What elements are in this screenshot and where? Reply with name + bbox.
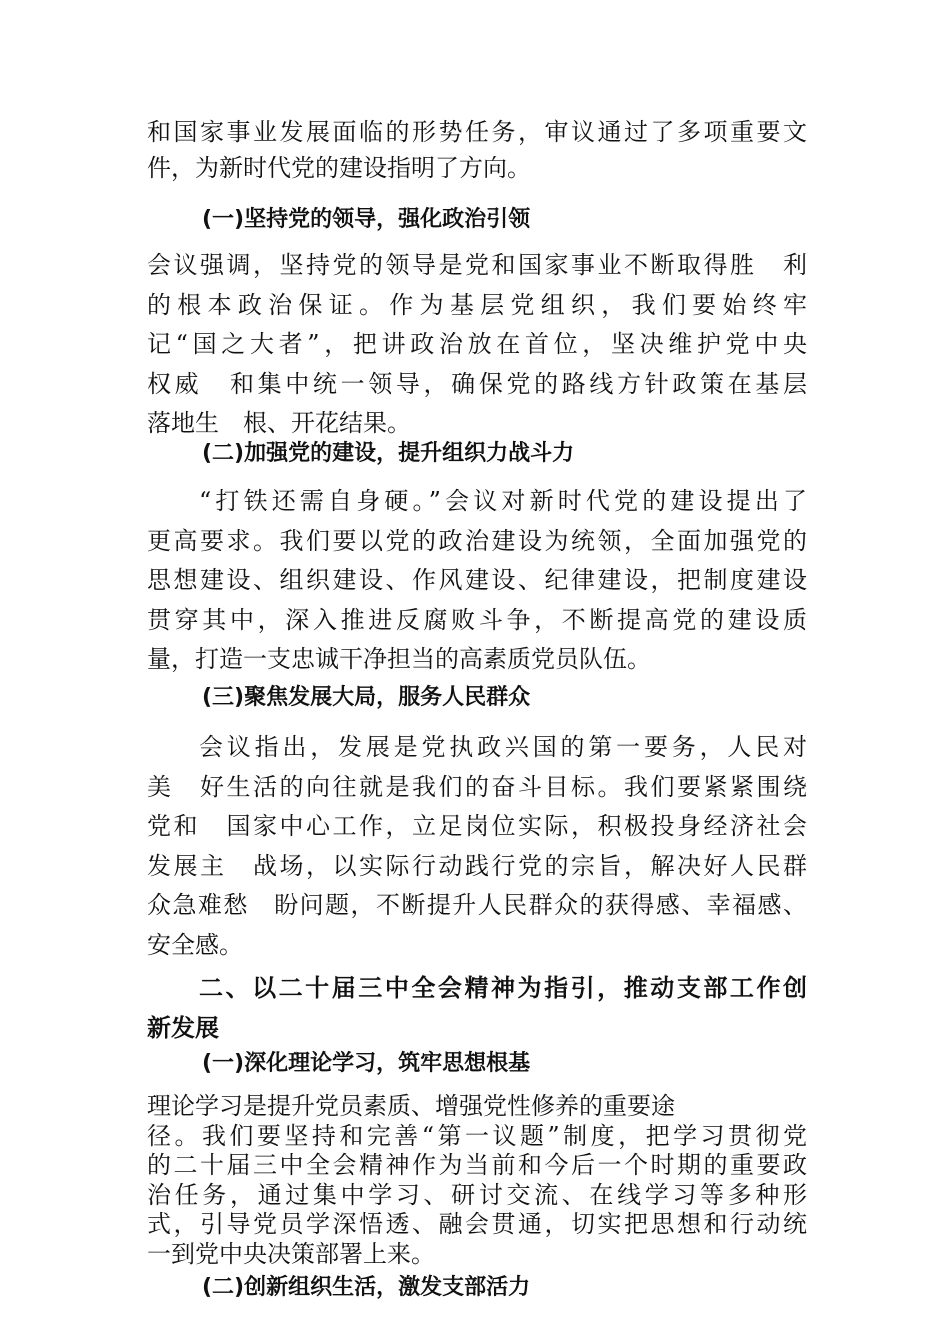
paragraph-line: 的二十届三中全会精神作为当前和今后一个时期的重要政 [147,1151,807,1179]
paragraph-line: 记“国之大者”，把讲政治放在首位，坚决维护党中央 [147,330,807,358]
intro-line-1: 和国家事业发展面临的形势任务，审议通过了多项重要文 [147,118,807,146]
section-2-paragraph [147,482,807,680]
paragraph-line: 一到党中央决策部署上来。 [147,1239,435,1268]
paragraph-line: 贯穿其中，深入推进反腐败斗争，不断提高党的建设质 [147,605,807,634]
paragraph-line: 权威 和集中统一领导，确保党的路线方针政策在基层 [147,369,807,398]
paragraph-line: 众急难愁 盼问题，不断提升人民群众的获得感、幸福感、 [147,891,807,919]
paragraph-line: 发展主 战场，以实际行动践行党的宗旨，解决好人民群 [147,851,807,880]
paragraph-line: 径。我们要坚持和完善“第一议题”制度，把学习贯彻党 [147,1121,807,1150]
paragraph-line: “打铁还需自身硬。”会议对新时代党的建设提出了 [199,487,807,515]
part-2-title-line-2: 新发展 [147,1014,219,1042]
paragraph-line: 落地生 根、开花结果。 [147,409,411,437]
section-heading-2: (二)加强党的建设，提升组织力战斗力 [202,441,575,466]
section-1-paragraph [147,246,807,444]
paragraph-line: 式，引导党员学深悟透、融会贯通，切实把思想和行动统 [147,1210,807,1238]
intro-paragraph [147,114,807,186]
section-3-paragraph [147,728,807,965]
section-heading-3: (三)聚焦发展大局，服务人民群众 [202,685,531,710]
section-heading-5: (二)创新组织生活，激发支部活力 [202,1275,531,1300]
paragraph-line: 的根本政治保证。作为基层党组织，我们要始终牢 [147,290,807,319]
part-2-title [147,968,807,1048]
paragraph-line: 美 好生活的向往就是我们的奋斗目标。我们要紧紧围绕 [147,772,807,801]
section-4-paragraph [147,1092,807,1269]
paragraph-line: 会议强调，坚持党的领导是党和国家事业不断取得胜 利 [147,251,807,279]
part-2-title-line-1: 二、以二十届三中全会精神为指引，推动支部工作创 [199,974,807,1002]
paragraph-line: 更高要求。我们要以党的政治建设为统领，全面加强党的 [147,526,807,555]
paragraph-line: 理论学习是提升党员素质、增强党性修养的重要途 [147,1092,675,1120]
paragraph-line: 安全感。 [147,930,243,959]
paragraph-line: 党和 国家中心工作，立足岗位实际，积极投身经济社会 [147,812,807,840]
intro-line-2: 件，为新时代党的建设指明了方向。 [147,154,531,182]
paragraph-line: 会议指出，发展是党执政兴国的第一要务，人民对 [199,733,807,761]
section-heading-4: (一)深化理论学习，筑牢思想根基 [202,1051,531,1076]
section-heading-1: (一)坚持党的领导，强化政治引领 [202,207,531,232]
paragraph-line: 思想建设、组织建设、作风建设、纪律建设，把制度建设 [147,566,807,594]
paragraph-line: 治任务，通过集中学习、研讨交流、在线学习等多种形 [147,1180,807,1209]
paragraph-line: 量，打造一支忠诚干净担当的高素质党员队伍。 [147,645,651,673]
